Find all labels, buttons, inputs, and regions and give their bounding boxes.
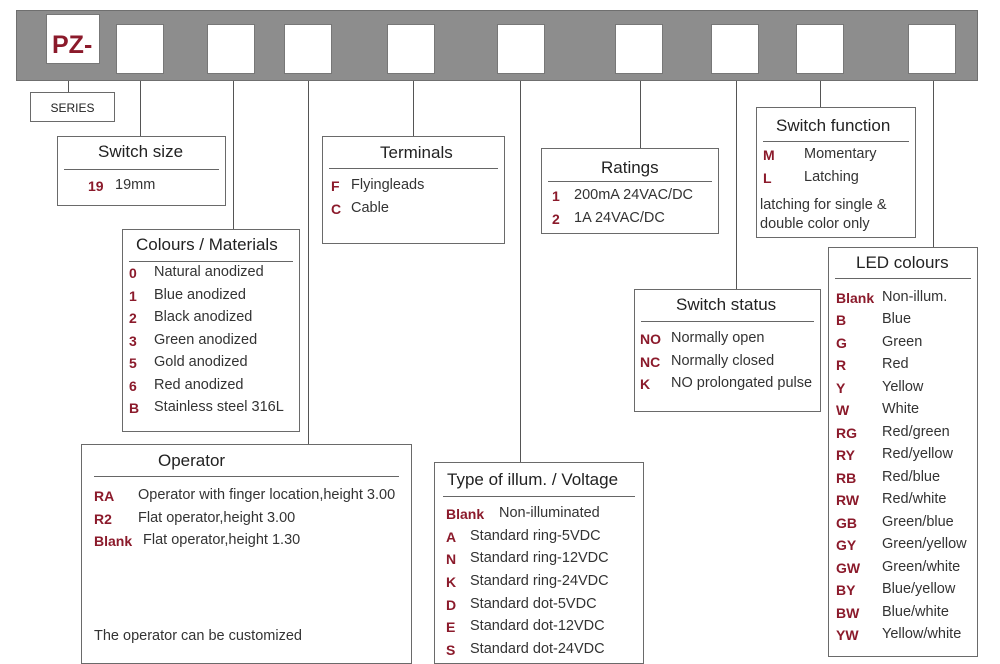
option-label: Non-illum.	[882, 289, 948, 305]
divider	[641, 321, 814, 322]
option-label: Normally closed	[671, 353, 775, 369]
led-colours-box	[828, 247, 978, 657]
slot-illumination	[497, 24, 545, 74]
divider	[329, 168, 498, 169]
option-label: Yellow	[882, 379, 924, 395]
option-label: Natural anodized	[154, 264, 264, 280]
led-colours-title: LED colours	[856, 253, 949, 272]
option-label: Green	[882, 334, 923, 350]
option-code: Blank	[446, 506, 485, 522]
divider	[64, 169, 219, 170]
option-code: 2	[129, 310, 137, 326]
operator-note: The operator can be customized	[94, 628, 302, 644]
series-label: SERIES	[30, 92, 115, 122]
option-label: 1A 24VAC/DC	[574, 210, 665, 226]
option-label: Standard ring-12VDC	[470, 550, 609, 566]
divider	[548, 181, 712, 182]
option-label: Standard ring-5VDC	[470, 528, 601, 544]
operator-title: Operator	[158, 451, 226, 470]
option-label: Red/green	[882, 424, 950, 440]
switch-status-box	[634, 289, 821, 412]
option-label: Green anodized	[154, 332, 258, 348]
slot-switch-function	[796, 24, 844, 74]
option-label: Red anodized	[154, 377, 244, 393]
option-label: Yellow/white	[882, 626, 962, 642]
divider	[129, 261, 293, 262]
switch-function-title: Switch function	[776, 116, 891, 135]
option-label: Green/yellow	[882, 536, 967, 552]
divider	[443, 496, 635, 497]
switch-status-title: Switch status	[676, 295, 777, 314]
switch-function-box	[756, 107, 916, 238]
option-code: GW	[836, 560, 861, 576]
slot-ratings	[615, 24, 663, 74]
option-code: G	[836, 335, 847, 351]
option-code: 1	[129, 288, 137, 304]
option-code: BY	[836, 582, 856, 598]
option-code: NC	[640, 354, 661, 370]
option-code: GB	[836, 515, 857, 531]
option-code: 1	[552, 188, 560, 204]
slot-terminals	[387, 24, 435, 74]
option-label: Standard dot-24VDC	[470, 641, 605, 657]
option-code: L	[763, 170, 772, 186]
ratings-title: Ratings	[601, 158, 659, 177]
option-code: N	[446, 551, 457, 567]
connector-switch-size	[140, 81, 141, 136]
connector-terminals	[413, 81, 414, 136]
divider	[835, 278, 971, 279]
option-code: E	[446, 619, 456, 635]
option-label: Blue anodized	[154, 287, 246, 303]
option-code: W	[836, 402, 850, 418]
option-label: Flyingleads	[351, 177, 425, 193]
option-label: Operator with finger location,height 3.00	[138, 487, 396, 503]
option-label: White	[882, 401, 920, 417]
connector-operator	[308, 81, 309, 444]
slot-switch-status	[711, 24, 759, 74]
option-label: Latching	[804, 169, 859, 185]
slot-operator	[284, 24, 332, 74]
slot-switch-size	[116, 24, 164, 74]
option-code: B	[836, 312, 847, 328]
option-label: Flat operator,height 3.00	[138, 510, 296, 526]
option-code: 3	[129, 333, 137, 349]
terminals-title: Terminals	[380, 143, 453, 162]
option-code: K	[640, 376, 651, 392]
option-code: NO	[640, 331, 661, 347]
option-code: Y	[836, 380, 846, 396]
option-label: NO prolongated pulse	[671, 375, 813, 391]
connector-switch-function	[820, 81, 821, 107]
slot-led-colours	[908, 24, 956, 74]
option-label: Red	[882, 356, 909, 372]
option-label: 19mm	[115, 177, 156, 193]
part-prefix: PZ-	[52, 31, 93, 59]
illumination-title: Type of illum. / Voltage	[447, 470, 619, 489]
option-label: Standard dot-12VDC	[470, 618, 605, 634]
switch-function-note-1: latching for single &	[760, 197, 887, 213]
switch-size-title: Switch size	[98, 142, 184, 161]
terminals-box	[322, 136, 505, 244]
option-code: Blank	[94, 533, 133, 549]
slot-colour	[207, 24, 255, 74]
option-code: 6	[129, 378, 137, 394]
option-code: R	[836, 357, 847, 373]
option-code: RW	[836, 492, 860, 508]
connector-colour	[233, 81, 234, 229]
option-label: Gold anodized	[154, 354, 248, 370]
option-label: Non-illuminated	[499, 505, 600, 521]
option-label: Standard ring-24VDC	[470, 573, 609, 589]
option-code: K	[446, 574, 457, 590]
option-code: RA	[94, 488, 115, 504]
option-label: Green/white	[882, 559, 961, 575]
option-code: A	[446, 529, 457, 545]
option-label: Stainless steel 316L	[154, 399, 284, 415]
illumination-box	[434, 462, 644, 664]
switch-size-box	[57, 136, 226, 206]
connector-led-colours	[933, 81, 934, 247]
option-label: Normally open	[671, 330, 765, 346]
colours-materials-title: Colours / Materials	[136, 235, 278, 254]
option-code: 5	[129, 355, 137, 371]
switch-function-note-2: double color only	[760, 216, 870, 232]
option-label: Green/blue	[882, 514, 954, 530]
option-label: Blue	[882, 311, 912, 327]
option-code: 0	[129, 265, 137, 281]
option-label: Momentary	[804, 146, 877, 162]
option-code: RY	[836, 447, 855, 463]
option-label: Blue/yellow	[882, 581, 956, 597]
option-label: Blue/white	[882, 604, 949, 620]
option-code: 2	[552, 211, 560, 227]
option-label: Flat operator,height 1.30	[143, 532, 301, 548]
option-code: YW	[836, 627, 859, 643]
option-code: B	[129, 400, 140, 416]
option-code: RB	[836, 470, 857, 486]
option-code: S	[446, 642, 456, 658]
connector-switch-status	[736, 81, 737, 289]
option-label: 200mA 24VAC/DC	[574, 187, 694, 203]
option-label: Cable	[351, 200, 389, 216]
option-code: 19	[88, 178, 104, 194]
colours-materials-box	[122, 229, 300, 432]
option-label: Red/yellow	[882, 446, 953, 462]
option-label: Red/white	[882, 491, 947, 507]
option-code: GY	[836, 537, 857, 553]
option-label: Black anodized	[154, 309, 253, 325]
connector-ratings	[640, 81, 641, 148]
option-code: M	[763, 147, 775, 163]
option-code: F	[331, 178, 340, 194]
option-code: BW	[836, 605, 860, 621]
divider	[94, 476, 399, 477]
option-code: C	[331, 201, 342, 217]
option-code: RG	[836, 425, 857, 441]
connector-illumination	[520, 81, 521, 462]
operator-box	[81, 444, 412, 664]
option-label: Standard dot-5VDC	[470, 596, 597, 612]
option-code: Blank	[836, 290, 875, 306]
ratings-box	[541, 148, 719, 234]
option-code: R2	[94, 511, 112, 527]
option-code: D	[446, 597, 457, 613]
divider	[763, 141, 909, 142]
option-label: Red/blue	[882, 469, 941, 485]
